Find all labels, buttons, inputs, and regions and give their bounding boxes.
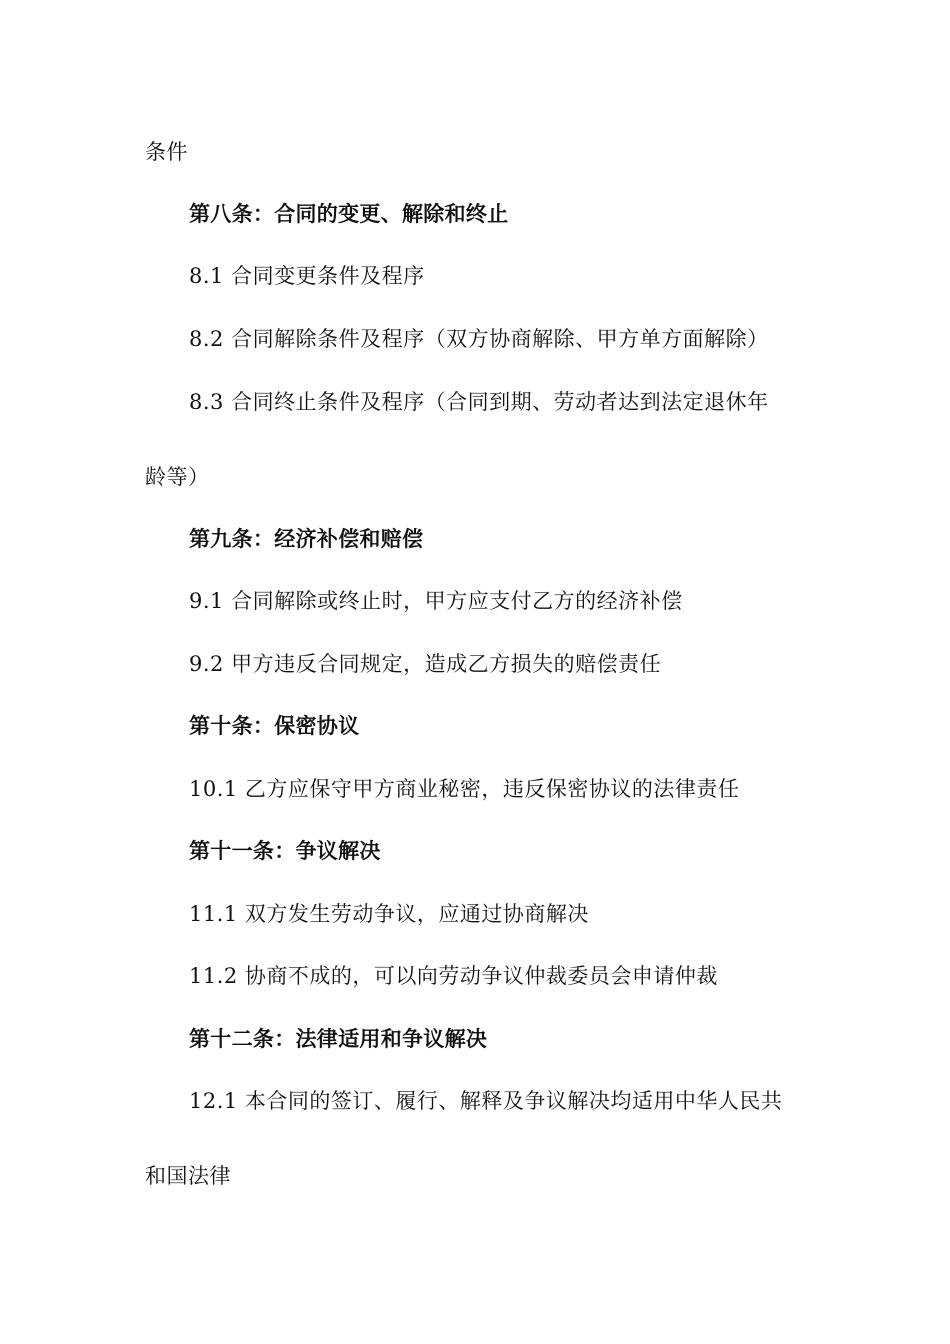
clause-12-1: 12.1 本合同的签订、履行、解释及争议解决均适用中华人民共 bbox=[189, 1089, 783, 1113]
continuation-text: 条件 bbox=[145, 140, 188, 164]
clause-8-2: 8.2 合同解除条件及程序（双方协商解除、甲方单方面解除） bbox=[189, 327, 769, 351]
clause-9-2: 9.2 甲方违反合同规定，造成乙方损失的赔偿责任 bbox=[189, 652, 662, 676]
clause-8-3: 8.3 合同终止条件及程序（合同到期、劳动者达到法定退休年 bbox=[189, 390, 769, 414]
clause-11-1: 11.1 双方发生劳动争议，应通过协商解决 bbox=[189, 902, 589, 926]
clause-12-1-continuation: 和国法律 bbox=[145, 1164, 231, 1188]
clause-9-1: 9.1 合同解除或终止时，甲方应支付乙方的经济补偿 bbox=[189, 589, 683, 613]
clause-8-3-continuation: 龄等） bbox=[145, 465, 210, 489]
article-12-heading: 第十二条：法律适用和争议解决 bbox=[189, 1027, 488, 1051]
article-11-heading: 第十一条：争议解决 bbox=[189, 839, 381, 863]
article-9-heading: 第九条：经济补偿和赔偿 bbox=[189, 527, 424, 551]
article-8-heading: 第八条：合同的变更、解除和终止 bbox=[189, 202, 509, 226]
article-10-heading: 第十条：保密协议 bbox=[189, 714, 360, 738]
clause-11-2: 11.2 协商不成的，可以向劳动争议仲裁委员会申请仲裁 bbox=[189, 964, 718, 988]
clause-8-1: 8.1 合同变更条件及程序 bbox=[189, 264, 425, 288]
clause-10-1: 10.1 乙方应保守甲方商业秘密，违反保密协议的法律责任 bbox=[189, 777, 740, 801]
